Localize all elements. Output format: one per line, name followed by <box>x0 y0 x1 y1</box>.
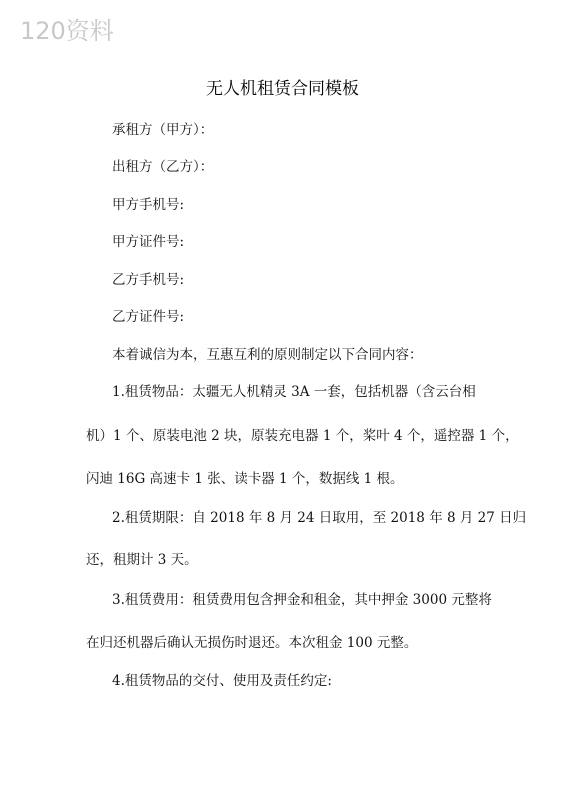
clause-4-line-1: 4.租赁物品的交付、使用及责任约定: <box>112 673 332 689</box>
field-party-a-id: 甲方证件号: <box>112 234 185 250</box>
field-party-b-id: 乙方证件号: <box>112 309 185 325</box>
watermark-logo: 120资料 <box>20 17 114 45</box>
clause-2-line-2: 还，租期计 3 天。 <box>86 552 198 568</box>
clause-3-line-1: 3.租赁费用：租赁费用包含押金和租金，其中押金 3000 元整将 <box>112 592 492 608</box>
field-lessor: 出租方（乙方）： <box>112 159 214 175</box>
clause-1-line-1: 1.租赁物品：太疆无人机精灵 3A 一套，包括机器（含云台相 <box>112 384 476 400</box>
clause-3-line-2: 在归还机器后确认无损伤时退还。本次租金 100 元整。 <box>86 635 418 651</box>
intro-paragraph: 本着诚信为本，互惠互利的原则制定以下合同内容： <box>112 347 423 363</box>
clause-2-line-1: 2.租赁期限：自 2018 年 8 月 24 日取用，至 2018 年 8 月 27 日归 <box>112 510 527 526</box>
clause-1-line-3: 闪迪 16G 高速卡 1 张、读卡器 1 个，数据线 1 根。 <box>86 471 404 487</box>
clause-1-line-2: 机）1 个、原装电池 2 块，原装充电器 1 个，桨叶 4 个，遥控器 1 个， <box>86 428 519 444</box>
field-party-b-phone: 乙方手机号: <box>112 272 185 288</box>
document-title: 无人机租赁合同模板 <box>206 79 359 99</box>
field-party-a-phone: 甲方手机号: <box>112 197 185 213</box>
field-lessee: 承租方（甲方）： <box>112 122 214 138</box>
